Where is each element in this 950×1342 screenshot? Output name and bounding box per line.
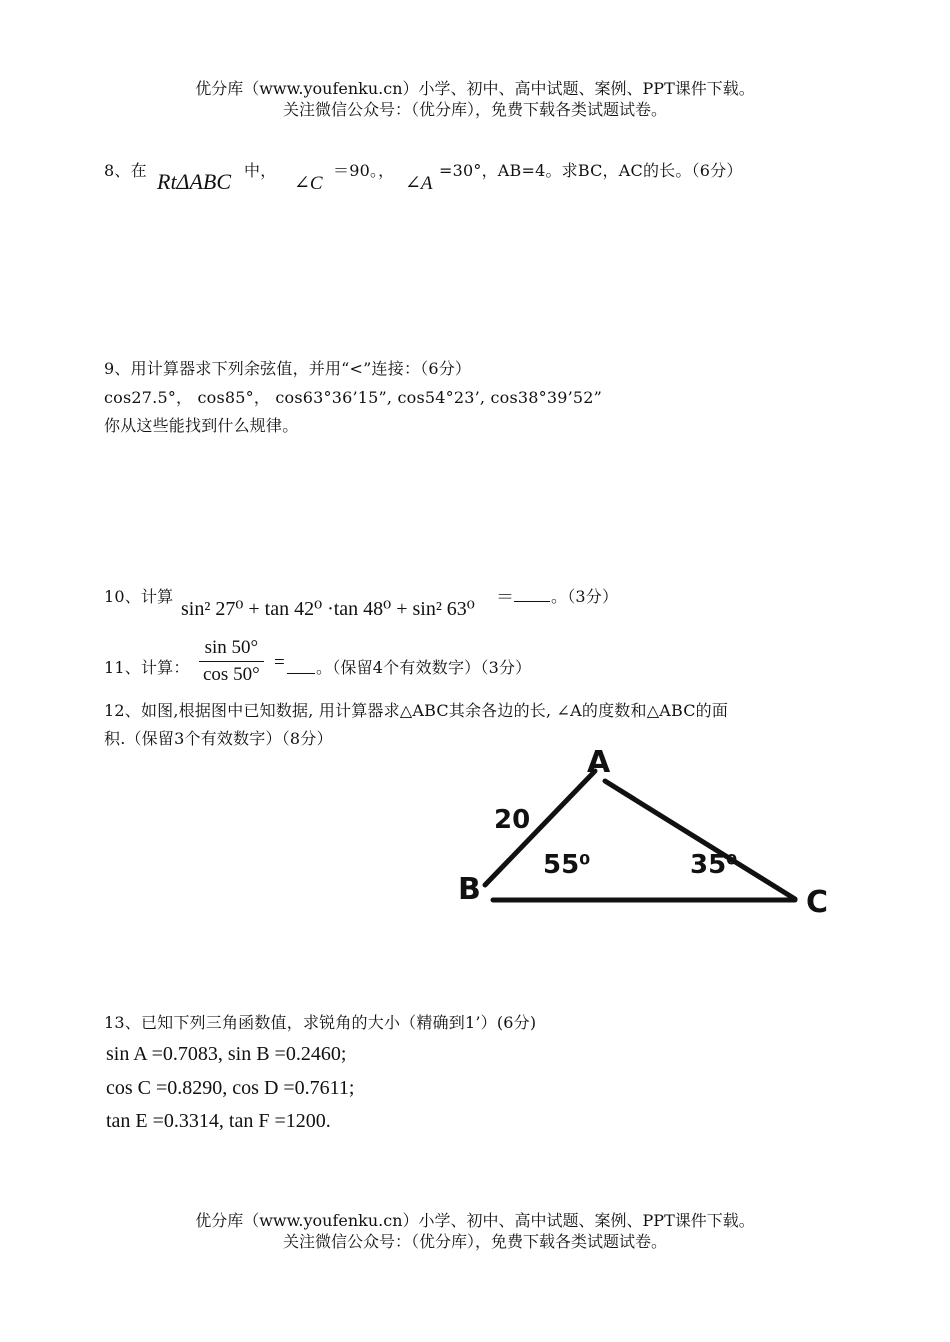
q13-line-3: cos C =0.8290, cos D =0.7611; [106, 1077, 355, 1099]
q10-answer-blank[interactable] [514, 587, 550, 602]
q8-triangle: RtΔABC [157, 169, 232, 194]
q8-prefix: 8、在 [104, 161, 147, 180]
header-line-1: 优分库（www.youfenku.cn）小学、初中、高中试题、案例、PPT课件下载。 [195, 79, 755, 98]
vertex-c-label: C [806, 885, 829, 920]
q13-line-4: tan E =0.3314, tan F =1200. [106, 1110, 331, 1132]
q9-line-3: 你从这些能找到什么规律。 [104, 416, 299, 435]
side-ab-label: 20 [494, 805, 531, 835]
q10-expression: sin² 27⁰ + tan 42⁰ ·tan 48⁰ + sin² 63⁰ [181, 598, 475, 620]
q11-equals: = [274, 652, 285, 673]
q8-angle-a: ∠A [405, 173, 433, 194]
q12-line-1: 12、如图,根据图中已知数据, 用计算器求△ABC其余各边的长, ∠A的度数和△ABC的面 [104, 701, 729, 720]
q9-line-1: 9、用计算器求下列余弦值，并用“<”连接：（6分） [104, 359, 472, 378]
vertex-b-label: B [458, 872, 481, 907]
q12-line-2: 积.（保留3个有效数字）（8分） [104, 729, 333, 748]
triangle-figure [440, 735, 860, 935]
q11-denominator: cos 50° [203, 664, 260, 685]
q11-answer-blank[interactable] [287, 659, 315, 674]
q11-suffix: 。（保留4个有效数字）（3分） [316, 658, 532, 677]
q8-rest: =30°，AB=4。求BC，AC的长。（6分） [439, 161, 743, 180]
vertex-a-label: A [587, 745, 611, 780]
q10-prefix: 10、计算 [104, 587, 174, 606]
side-ac [605, 781, 795, 899]
q13-line-1: 13、已知下列三角函数值，求锐角的大小（精确到1’）(6分) [104, 1013, 537, 1032]
q8-eq90: ＝90。， [333, 161, 395, 180]
footer-line-2: 关注微信公众号：（优分库），免费下载各类试题试卷。 [282, 1232, 667, 1251]
footer-line-1: 优分库（www.youfenku.cn）小学、初中、高中试题、案例、PPT课件下载。 [195, 1211, 755, 1230]
q13-line-2: sin A =0.7083, sin B =0.2460; [106, 1043, 347, 1065]
q11-fraction [199, 637, 264, 686]
q9-line-2: cos27.5°， cos85°， cos63°36’15”, cos54°23’, cos38°39’52” [104, 388, 603, 407]
header-line-2: 关注微信公众号：（优分库），免费下载各类试题试卷。 [282, 100, 667, 119]
q11-numerator: sin 50° [199, 637, 264, 662]
angle-b-label: 55⁰ [543, 850, 591, 880]
q10-suffix: 。（3分） [551, 587, 619, 606]
q8-angle-c: ∠C [294, 173, 323, 194]
q10-equals: ＝ [496, 587, 514, 607]
angle-c-label: 35⁰ [690, 850, 738, 880]
q11-prefix: 11、计算： [104, 658, 190, 677]
q8-zhong: 中， [244, 161, 277, 180]
